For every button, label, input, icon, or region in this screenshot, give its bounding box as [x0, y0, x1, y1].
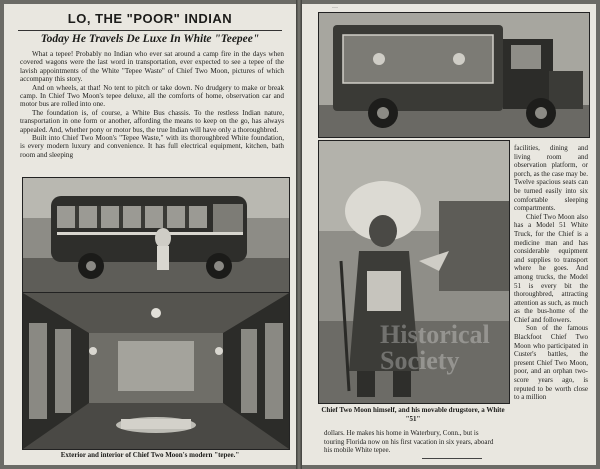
- right-photo-caption: Chief Two Moon himself, and his movable drugstore, a White "51": [321, 406, 505, 423]
- truck-photo: [318, 12, 590, 138]
- article-body: [20, 50, 284, 159]
- bus-interior-photo: [22, 292, 290, 450]
- left-page: [4, 4, 296, 465]
- subhead: Today He Travels De Luxe In White "Teepee": [40, 33, 260, 45]
- right-page: [302, 4, 596, 465]
- column-paragraph: Chief Two Moon also has a Model 51 White Truck, for the Chief is a medicine man and has considerable equipment and supplies to transport where he goes. And among trucks, the Model 51 is every bit the thoroughbred, attracting attention as such, as much as the bus-home of the Chief and followers.: [514, 212, 588, 324]
- page-header: …: [332, 4, 338, 10]
- article-paragraph: The foundation is, of course, a White Bus chassis. To the restless Indian nature, transportation in one form or another, affording the means to keep on the go, has always appealed. And, whether pony or motor bus, the true Indian will have only a thoroughbred.: [20, 108, 284, 134]
- article-paragraph: Built into Chief Two Moon's "Tepee Waste," with its thoroughbred White foundation, is every modern luxury and convenience. It has full electrical equipment, kitchen, bath room and sleeping: [20, 134, 284, 159]
- watermark-line: Society: [380, 346, 460, 375]
- watermark-line: Historical: [380, 320, 490, 349]
- bus-exterior-photo: [22, 177, 290, 293]
- chief-photo: [318, 140, 510, 404]
- headline: LO, THE "POOR" INDIAN: [67, 11, 233, 26]
- headline-rule: [18, 30, 282, 31]
- side-column-text: [514, 144, 588, 402]
- column-paragraph: facilities, dining and living room and observation platform, or porch, as the case may be. Twelve spacious seats can be turned easily into six comfortable sleeping compartments.: [514, 144, 588, 213]
- article-paragraph: What a tepee! Probably no Indian who ever sat around a camp fire in the days when covered wagons were the last word in transportation, ever expected to see a tepee of the lavish appointments of the White "Tepee Waste" of Chief Two Moon, pictures of which accompany this story.: [20, 50, 284, 84]
- left-photo-caption: Exterior and interior of Chief Two Moon's modern "tepee.": [60, 451, 240, 459]
- article-paragraph: And on wheels, at that! No tent to pitch or take down. No drudgery to make or break camp. In Chief Two Moon's tepee deluxe, all the comforts of home, observation car and motor bus are rolled into one.: [20, 83, 284, 109]
- page-ornament: [422, 458, 482, 465]
- column-paragraph: Son of the famous Blackfoot Chief Two Moon who participated in Custer's battles, the present Chief Two Moon, poor, and an orphan two-score years ago, is reputed to be worth close to a million: [514, 324, 588, 402]
- article-closing-text: dollars. He makes his home in Waterbury, Conn., but is touring Florida now on his first vacation in six years, aboard his mobile White tepee.: [324, 429, 494, 454]
